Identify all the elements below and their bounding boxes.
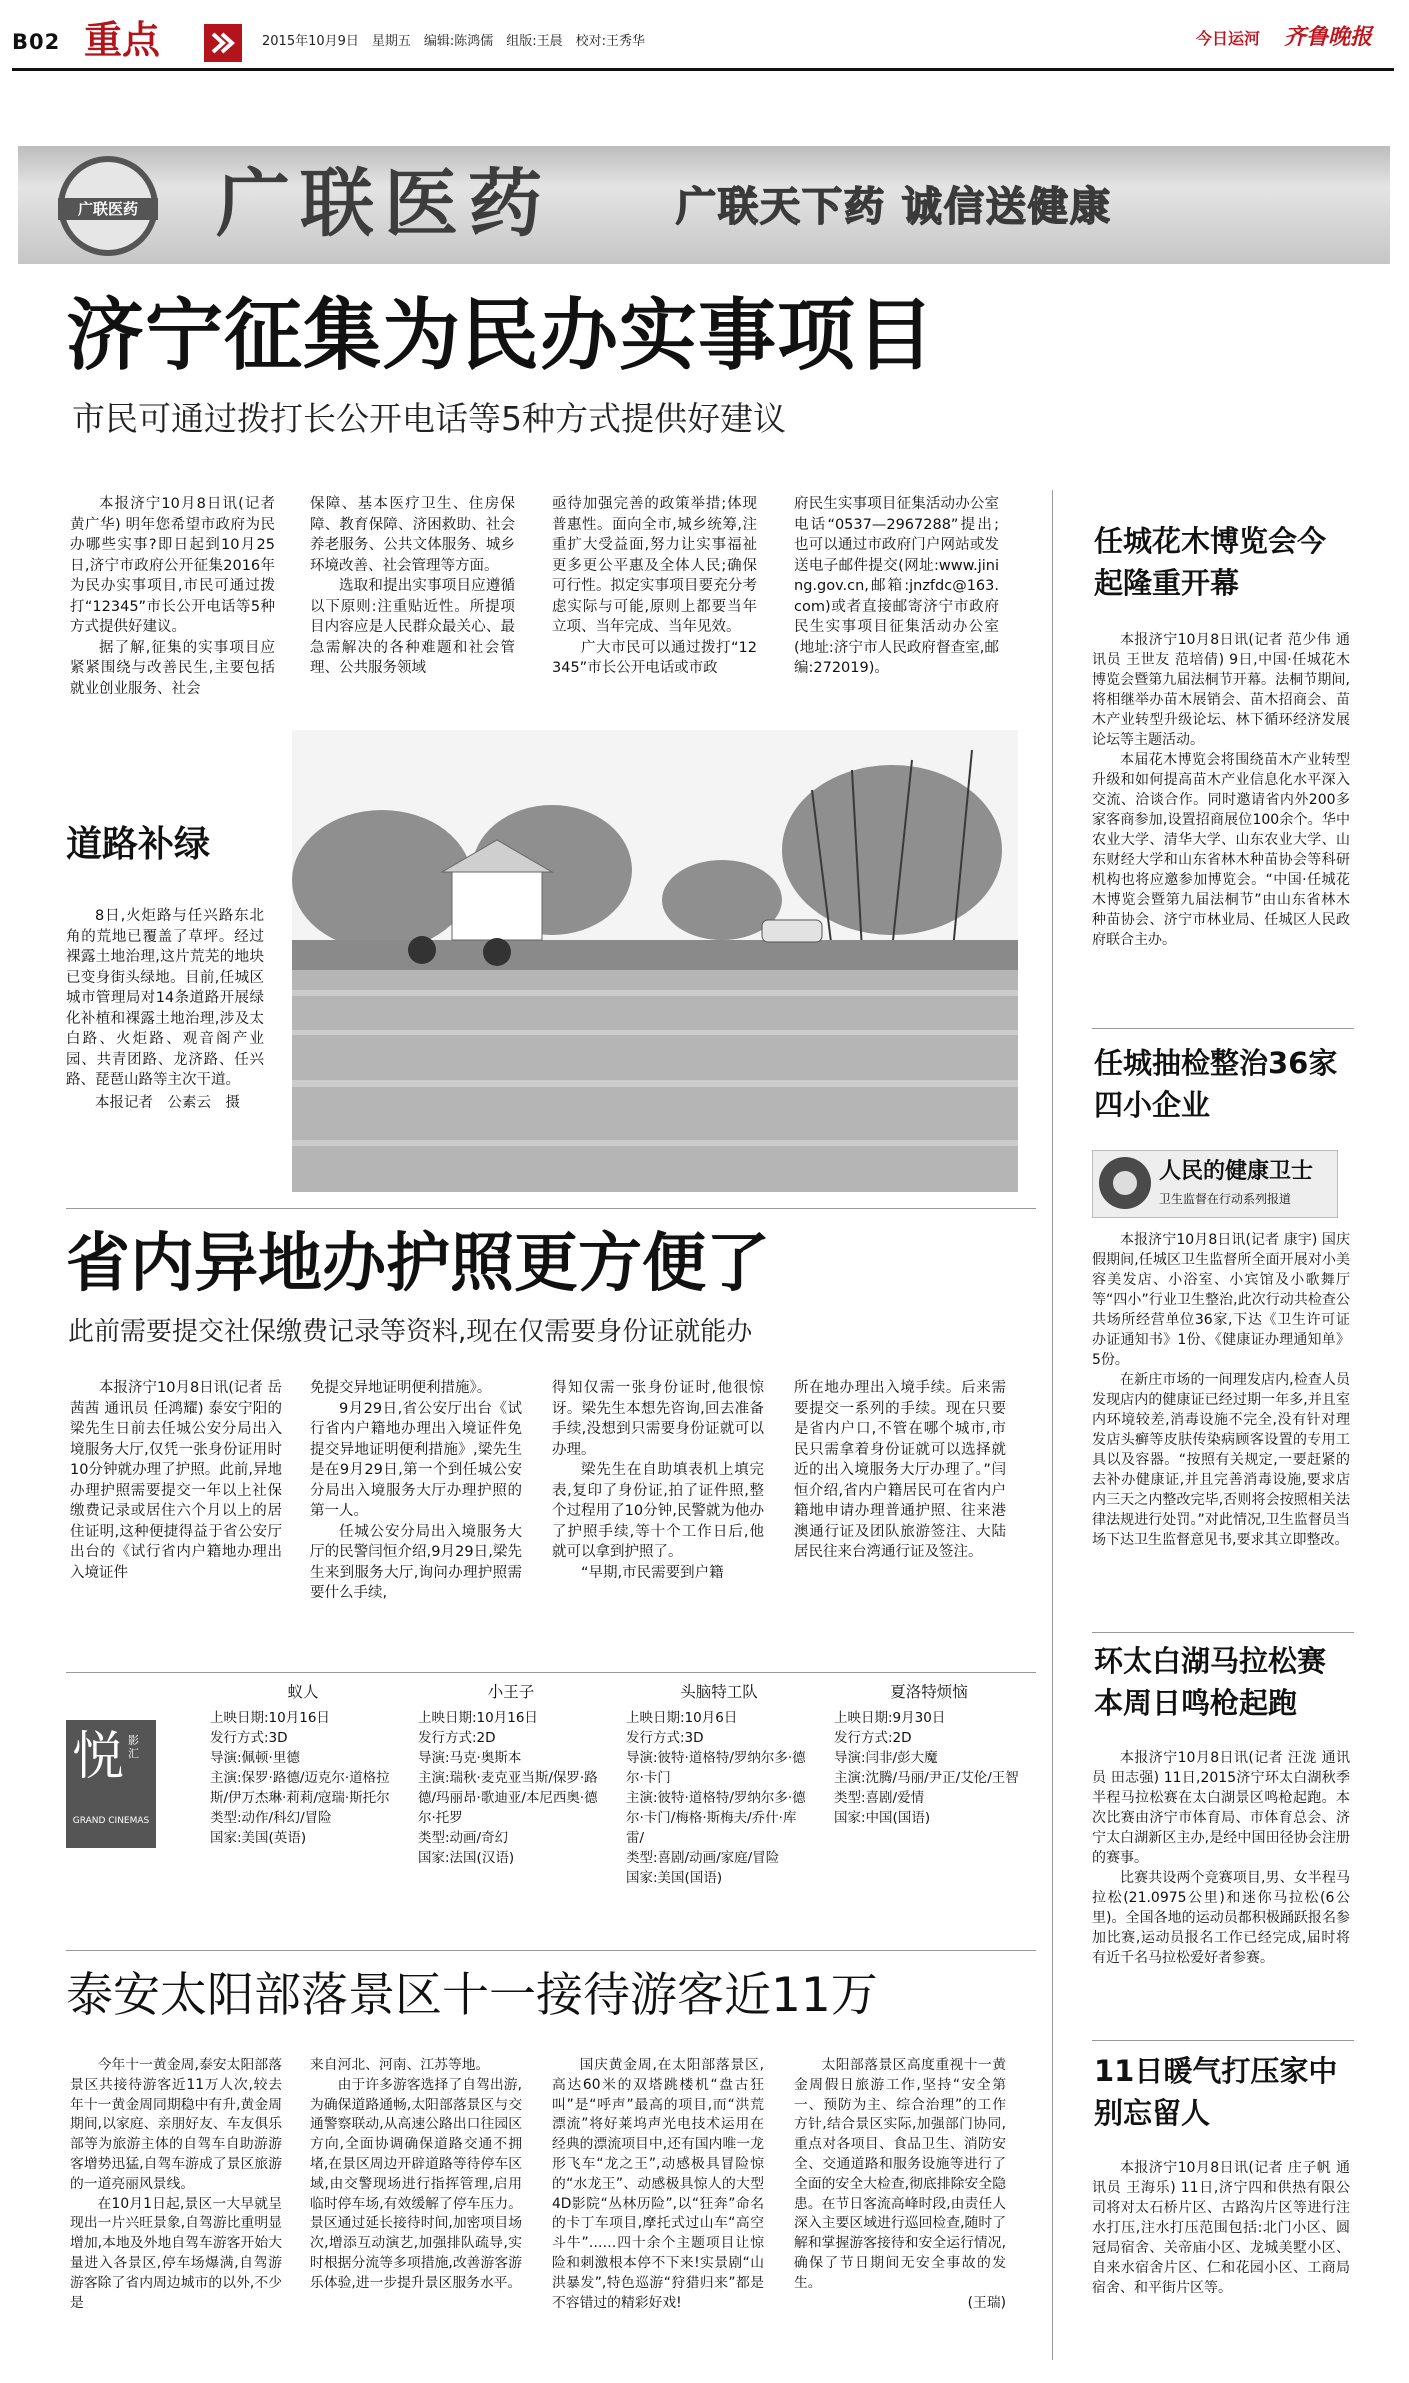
movie-line: 导演:闫非/彭大魔 bbox=[834, 1750, 938, 1766]
article1-col2 bbox=[310, 494, 515, 679]
brand-logo: 齐鲁晚报 bbox=[1284, 24, 1373, 50]
article3-headline: 泰安太阳部落景区十一接待游客近11万 bbox=[66, 1968, 878, 2023]
movie-line: 类型:喜剧/动画/家庭/冒险 bbox=[626, 1850, 780, 1866]
paragraph: 9月29日,省公安厅出台《试行省内户籍地办理出入境证件免提交异地证明便利措施》,梁先生是在9月29日,第一个到任城公安分局出入境服务大厅办理护照的第一人。 bbox=[310, 1400, 522, 1519]
brand-sub: 今日运河 bbox=[1196, 29, 1261, 48]
article1-col4 bbox=[794, 494, 999, 679]
paragraph: 由于许多游客选择了自驾出游,为确保道路通畅,太阳部落景区与交通警察联动,从高速公路出口往园区方向,全面协调确保道路交通不拥堵,在景区周边开辟道路等待停车区域,由交警现场进行指挥管理,启用临时停车场,有效缓解了停车压力。景区通过延长接待时间,加密项目场次,增添互动演艺,加强排队疏导,实时根据分流等多项措施,改善游客游乐体验,进一步提升景区服务水平。 bbox=[310, 2076, 522, 2291]
movie-line: 国家:美国(英语) bbox=[210, 1830, 307, 1846]
movie-card bbox=[418, 1682, 604, 1868]
paragraph: 梁先生在自助填表机上填完表,复印了身份证,拍了证件照,整个过程用了10分钟,民警就为他办了护照手续,等十个工作日后,他就可以拿到护照了。 bbox=[552, 1462, 764, 1560]
header-rule bbox=[12, 68, 1394, 71]
paragraph: 本报济宁10月8日讯(记者 岳茜茜 通讯员 任鸿耀) 泰安宁阳的梁先生日前去任城公安分局出入境服务大厅,仅凭一张身份证用时10分钟就办理了护照。此前,异地办理护照需要提交一年以上社保缴费记录或居住六个月以上的居住证明,这种便捷得益于省公安厅出台的《试行省内户籍地办理出入境证件 bbox=[70, 1380, 282, 1581]
paragraph: 府民生实事项目征集活动办公室电话“0537—2967288”提出;也可以通过市政府门户网站或发送电子邮件提交(网址:www.jining.gov.cn,邮箱:jnzfdc@163.com)或者直接邮寄济宁市政府民生实事项目征集活动办公室(地址:济宁市人民政府督查室,邮编:272019)。 bbox=[794, 496, 999, 676]
movie-card bbox=[834, 1682, 1024, 1828]
paragraph: 广大市民可以通过拨打“12345”市长公开电话或市政 bbox=[552, 639, 757, 676]
health-logo-title: 人民的健康卫士 bbox=[1159, 1159, 1314, 1184]
article2-subhead: 此前需要提交社保缴费记录等资料,现在仅需要身份证就能办 bbox=[68, 1317, 753, 1347]
movie-line: 主演:保罗·路德/迈克尔·道格拉斯/伊万杰琳·莉莉/寇瑞·斯托尔 bbox=[210, 1770, 390, 1806]
sidebar1-title: 任城花木博览会今起隆重开幕 bbox=[1094, 524, 1327, 600]
sidebar-divider bbox=[1092, 2040, 1354, 2041]
banner-logo bbox=[58, 156, 158, 256]
movie-title: 蚁人 bbox=[287, 1683, 319, 1701]
movie-title: 夏洛特烦恼 bbox=[890, 1683, 968, 1701]
paragraph: 亟待加强完善的政策举措;体现普惠性。面向全市,城乡统筹,注重扩大受益面,努力让实事福祉更多更公平惠及全体人民;确保可行性。拟定实事项目要充分考虑实际与可能,原则上都要当年立项、当年完成、当年见效。 bbox=[552, 496, 757, 635]
movie-line: 主演:瑞秋·麦克亚当斯/保罗·路德/玛丽昂·歌迪亚/本尼西奥·德尔·托罗 bbox=[418, 1770, 598, 1826]
paragraph: 本报济宁10月8日讯(记者 黄广华) 明年您希望市政府为民办哪些实事?即日起到10月25日,济宁市政府公开征集2016年为民办实事项目,市民可通过拨打“12345”市长公开电话等5种方式提供好建议。 bbox=[70, 496, 275, 635]
movie-line: 发行方式:2D bbox=[418, 1730, 496, 1746]
health-logo-box bbox=[1092, 1150, 1338, 1218]
article-credit: (王瑞) bbox=[967, 2294, 1006, 2311]
article2-col2 bbox=[310, 1378, 522, 1604]
movie-line: 国家:中国(国语) bbox=[834, 1810, 931, 1826]
health-logo-sub: 卫生监督在行动系列报道 bbox=[1159, 1192, 1292, 1206]
column-divider bbox=[1052, 490, 1053, 2360]
photo-credit: 本报记者 公素云 摄 bbox=[95, 1094, 240, 1111]
sidebar-divider bbox=[1092, 1632, 1354, 1633]
photo-story-title: 道路补绿 bbox=[66, 824, 211, 865]
article2-col3 bbox=[552, 1378, 764, 1583]
cinema-logo bbox=[66, 1720, 156, 1848]
paragraph: 本报济宁10月8日讯(记者 汪泷 通讯员 田志强) 11日,2015济宁环太白湖秋季半程马拉松赛在太白湖景区鸣枪起跑。本次比赛由济宁市体育局、市体育总会、济宁太白湖新区主办,是经中国田径协会注册的赛事。 bbox=[1092, 1750, 1350, 1866]
paragraph: 比赛共设两个竞赛项目,男、女半程马拉松(21.0975公里)和迷你马拉松(6公里)。全国各地的运动员都积极踊跃报名参加比赛,运动员报名工作已经完成,届时将有近千名马拉松爱好者参赛。 bbox=[1092, 1870, 1350, 1966]
movie-title: 小王子 bbox=[487, 1683, 535, 1701]
article3-col4 bbox=[794, 2056, 1006, 2313]
section-divider bbox=[66, 1950, 1036, 1951]
movie-line: 类型:动画/奇幻 bbox=[418, 1830, 509, 1846]
banner-logo-text: 广联医药 bbox=[77, 200, 138, 218]
movie-line: 上映日期:10月6日 bbox=[626, 1710, 738, 1726]
sidebar2-body bbox=[1092, 1230, 1350, 1550]
section-divider bbox=[66, 1672, 1036, 1673]
paragraph: 本报济宁10月8日讯(记者 庄子帆 通讯员 王海乐) 11日,济宁四和供热有限公司将对太石桥片区、古路沟片区等进行注水打压,注水打压范围包括:北门小区、圆冠局宿舍、关帝庙小区、龙城美墅小区、自来水宿舍片区、仁和花园小区、工商局宿舍、和平街片区等。 bbox=[1092, 2160, 1350, 2296]
movie-line: 主演:彼特·道格特/罗纳尔多·德尔·卡门/梅格·斯梅夫/乔什·库雷/ bbox=[626, 1790, 806, 1846]
road-photo bbox=[292, 730, 1018, 1192]
cinema-logo-small: 影汇 bbox=[128, 1734, 139, 1760]
movie-line: 国家:美国(国语) bbox=[626, 1870, 723, 1886]
paragraph: 本报济宁10月8日讯(记者 范少伟 通讯员 王世友 范培倩) 9日,中国·任城花木博览会暨第九届法桐节开幕。法桐节期间,将相继举办苗木展销会、苗木招商会、苗木产业转型升级论坛、林下循环经济发展论坛等主题活动。 bbox=[1092, 632, 1350, 748]
photo-story-text bbox=[66, 906, 264, 1113]
section-title: 重点 bbox=[84, 18, 161, 62]
sidebar4-title: 11日暖气打压家中别忘留人 bbox=[1094, 2054, 1338, 2130]
sidebar-divider bbox=[1092, 1028, 1354, 1029]
movie-card bbox=[210, 1682, 396, 1848]
paragraph: 选取和提出实事项目应遵循以下原则:注重贴近性。所提项目内容应是人民群众最关心、最急需解决的各种难题和社会管理、公共服务领域 bbox=[310, 578, 515, 676]
movie-line: 国家:法国(汉语) bbox=[418, 1850, 515, 1866]
article2-col4 bbox=[794, 1378, 1006, 1563]
paragraph: 本报济宁10月8日讯(记者 康宇) 国庆假期间,任城区卫生监督所全面开展对小美容美发店、小浴室、小宾馆及小歌舞厅等“四小”行业卫生整治,此次行动共检查公共场所经营单位36家,下达《卫生许可证办证通知书》1份、《健康证办理通知单》5份。 bbox=[1092, 1232, 1350, 1368]
article1-col3 bbox=[552, 494, 757, 679]
movie-line: 发行方式:3D bbox=[626, 1730, 704, 1746]
paragraph: 得知仅需一张身份证时,他很惊讶。梁先生本想先咨询,回去准备手续,没想到只需要身份证就可以办理。 bbox=[552, 1380, 764, 1458]
paragraph: 国庆黄金周,在太阳部落景区,高达60米的双塔跳楼机“盘古狂叫”是“呼声”最高的项目,而“洪荒漂流”将好莱坞声光电技术运用在经典的漂流项目中,还有国内唯一龙形飞车“龙之王”,动感极具冒险惊的“水龙王”、动感极具惊人的大型4D影院“丛林历险”,以“狂奔”命名的卡丁车项目,摩托式过山车“高空斗牛”……四十余个主题项目让惊险和刺激根本停不下来!实景剧“山洪暴发”,特色巡游“狩猎归来”都是不容错过的精彩好戏! bbox=[552, 2057, 764, 2311]
paragraph: 在新庄市场的一间理发店内,检查人员发现店内的健康证已经过期一年多,并且室内环境较差,消毒设施不完全,没有针对理发店头癣等皮肤传染病顾客设置的专用工具以及容器。“按照有关规定,一要赶紧的去补办健康证,并且完善消毒设施,要求店内三天之内整改完毕,否则将会按照相关法律法规进行处罚。”对此情况,卫生监督员当场下达卫生监督意见书,要求其立即整改。 bbox=[1092, 1372, 1350, 1548]
page-meta: 2015年10月9日 星期五 编辑:陈鸿儒 组版:王晨 校对:王秀华 bbox=[262, 34, 646, 49]
article1-col1 bbox=[70, 494, 275, 699]
paragraph: 太阳部落景区高度重视十一黄金周假日旅游工作,坚持“安全第一、预防为主、综合治理”的工作方针,结合景区实际,加强部门协同,重点对各项目、食品卫生、消防安全、交通道路和服务设施等进行了全面的安全大检查,彻底排除安全隐患。在节日客流高峰时段,由责任人深入主要区域进行巡回检查,随时了解和掌握游客接待和安全运行情况,确保了节日期间无安全事故的发生。 bbox=[794, 2057, 1006, 2291]
article1-headline: 济宁征集为民办实事项目 bbox=[66, 291, 936, 381]
badge-icon bbox=[1099, 1157, 1151, 1209]
paragraph: 免提交异地证明便利措施》。 bbox=[310, 1380, 492, 1396]
page-number: B02 bbox=[12, 30, 61, 54]
paragraph: 来自河北、河南、江苏等地。 bbox=[310, 2057, 490, 2073]
movie-card bbox=[626, 1682, 812, 1888]
movie-line: 类型:喜剧/爱情 bbox=[834, 1790, 925, 1806]
paragraph: 据了解,征集的实事项目应紧紧围绕与改善民生,主要包括就业创业服务、社会 bbox=[70, 639, 275, 697]
movie-line: 主演:沈腾/马丽/尹正/艾伦/王智 bbox=[834, 1770, 1019, 1786]
movie-line: 导演:马克·奥斯本 bbox=[418, 1750, 522, 1766]
paragraph: 任城公安分局出入境服务大厅的民警闫恒介绍,9月29日,梁先生来到服务大厅,询问办理护照需要什么手续, bbox=[310, 1523, 522, 1601]
movie-line: 上映日期:10月16日 bbox=[210, 1710, 330, 1726]
banner-slogan: 广联天下药 诚信送健康 bbox=[676, 184, 1112, 230]
chevron-icon bbox=[204, 24, 242, 62]
sidebar3-body bbox=[1092, 1748, 1350, 1968]
paragraph: 8日,火炬路与任兴路东北角的荒地已覆盖了草坪。经过裸露土地治理,这片荒芜的地块已变身街头绿地。目前,任城区城市管理局对14条道路开展绿化补植和裸露土地治理,涉及太白路、火炬路、观音阁产业园、共青团路、龙济路、任兴路、琵琶山路等主次干道。 bbox=[66, 908, 264, 1088]
sidebar1-body bbox=[1092, 630, 1350, 950]
sidebar3-title: 环太白湖马拉松赛本周日鸣枪起跑 bbox=[1094, 1644, 1327, 1720]
article3-col1 bbox=[70, 2056, 282, 2313]
movie-title: 头脑特工队 bbox=[680, 1683, 758, 1701]
cinema-logo-en: GRAND CINEMAS bbox=[72, 1816, 150, 1826]
paragraph: “早期,市民需要到户籍 bbox=[581, 1564, 724, 1581]
movie-line: 导演:佩顿·里德 bbox=[210, 1750, 300, 1766]
paragraph: 本届花木博览会将围绕苗木产业转型升级和如何提高苗木产业信息化水平深入交流、洽谈合作。同时邀请省内外200多家客商参加,设置招商展位100余个。华中农业大学、清华大学、山东农业大学、山东财经大学和山东省林木种苗协会等科研机构也将应邀参加博览会。“中国·任城花木博览会暨第九届法桐节”由山东省林木种苗协会、济宁市林业局、任城区人民政府联合主办。 bbox=[1092, 752, 1350, 948]
movie-line: 导演:彼特·道格特/罗纳尔多·德尔·卡门 bbox=[626, 1750, 806, 1786]
paragraph: 保障、基本医疗卫生、住房保障、教育保障、济困救助、社会养老服务、公共文体服务、城乡环境改善、社会管理等方面。 bbox=[310, 496, 515, 574]
article2-headline: 省内异地办护照更方便了 bbox=[66, 1227, 770, 1301]
movie-line: 上映日期:9月30日 bbox=[834, 1710, 946, 1726]
article1-subhead: 市民可通过拨打长公开电话等5种方式提供好建议 bbox=[72, 399, 786, 438]
article2-col1 bbox=[70, 1378, 282, 1583]
article3-col2 bbox=[310, 2056, 522, 2294]
paragraph: 今年十一黄金周,泰安太阳部落景区共接待游客近11万人次,较去年十一黄金周同期稳中有升,黄金周期间,以家庭、亲朋好友、车友俱乐部等为旅游主体的自驾车自助游游客增势迅猛,自驾车游成了景区旅游的一道亮丽风景线。 bbox=[70, 2057, 282, 2192]
paragraph: 所在地办理出入境手续。后来需要提交一系列的手续。现在只要是省内户口,不管在哪个城市,市民只需拿着身份证就可以选择就近的出入境服务大厅办理了。”闫恒介绍,省内户籍居民可在省内户籍地申请办理普通护照、往来港澳通行证及团队旅游签注、大陆居民往来台湾通行证及签注。 bbox=[794, 1380, 1006, 1560]
banner-title: 广联医药 bbox=[216, 161, 552, 247]
sidebar4-body bbox=[1092, 2158, 1350, 2298]
movie-line: 发行方式:3D bbox=[210, 1730, 288, 1746]
movie-line: 上映日期:10月16日 bbox=[418, 1710, 538, 1726]
article3-col3 bbox=[552, 2056, 764, 2313]
paragraph: 在10月1日起,景区一大早就呈现出一片兴旺景象,自驾游比重明显增加,本地及外地自驾车游客开始大量进入各景区,停车场爆满,自驾游游客除了省内周边城市的以外,不少是 bbox=[70, 2195, 282, 2311]
section-divider bbox=[66, 1208, 1036, 1209]
movie-line: 类型:动作/科幻/冒险 bbox=[210, 1810, 332, 1826]
sidebar2-title: 任城抽检整治36家四小企业 bbox=[1094, 1046, 1338, 1122]
movie-line: 发行方式:2D bbox=[834, 1730, 912, 1746]
cinema-logo-char: 悦 bbox=[72, 1727, 125, 1787]
